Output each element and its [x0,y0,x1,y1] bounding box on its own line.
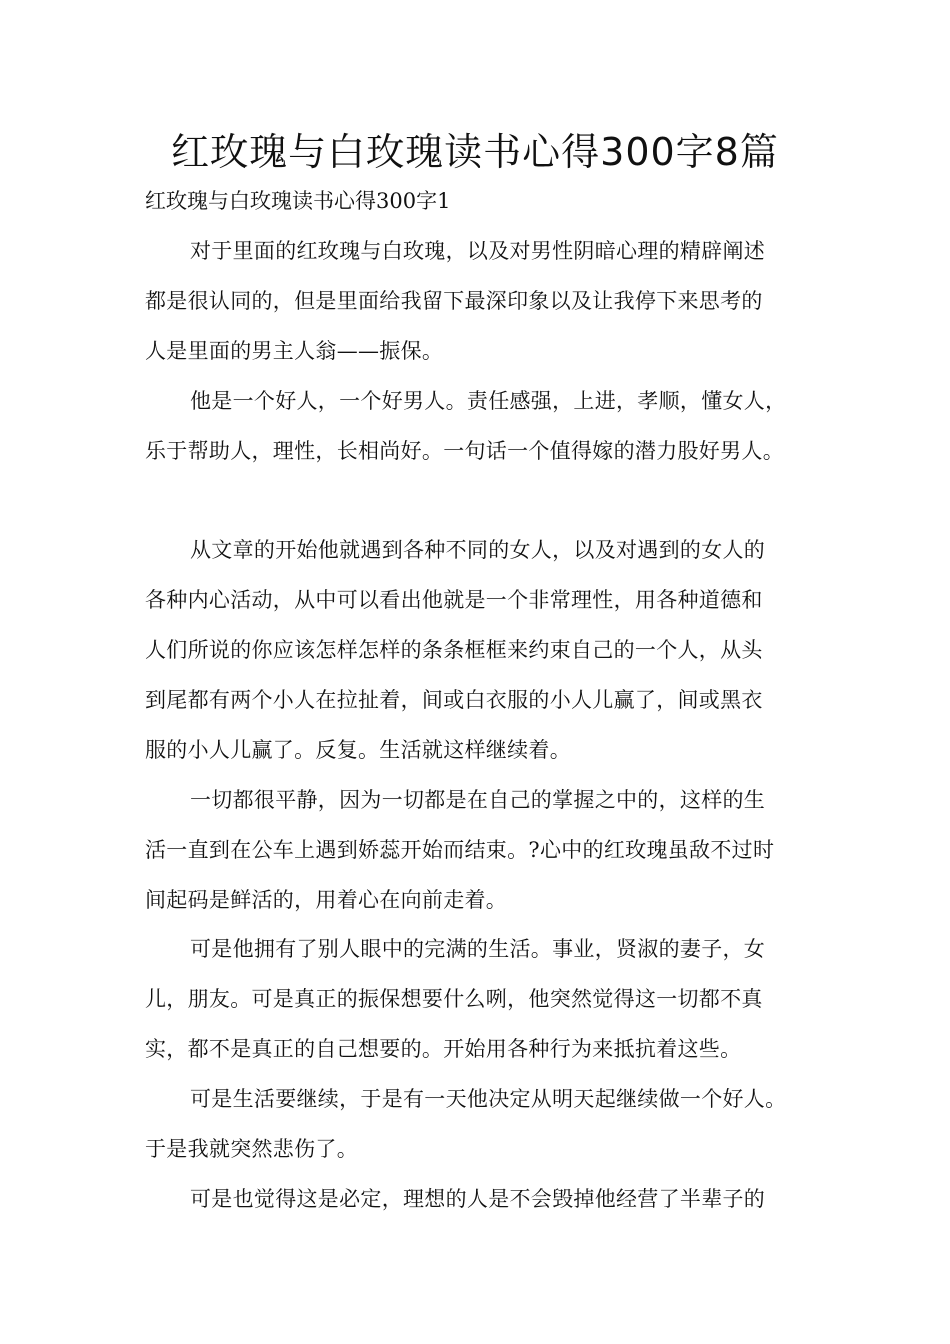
text-line: 人们所说的你应该怎样怎样的条条框框来约束自己的一个人，从头 [145,638,763,662]
text-line: 一切都很平静，因为一切都是在自己的掌握之中的，这样的生 [190,788,766,812]
text-line: 从文章的开始他就遇到各种不同的女人，以及对遇到的女人的 [190,538,766,562]
text-line: 实，都不是真正的自己想要的。开始用各种行为来抵抗着这些。 [145,1037,742,1061]
text-line: 间起码是鲜活的，用着心在向前走着。 [145,888,508,912]
text-line: 可是生活要继续，于是有一天他决定从明天起继续做一个好人。 [190,1087,787,1111]
text-line: 儿，朋友。可是真正的振保想要什么咧，他突然觉得这一切都不真 [145,987,763,1011]
text-line: 于是我就突然悲伤了。 [145,1137,358,1161]
text-line: 他是一个好人，一个好男人。责任感强，上进，孝顺，懂女人， [190,389,787,413]
text-line: 可是他拥有了别人眼中的完满的生活。事业，贤淑的妻子，女 [190,937,766,961]
text-line: 可是也觉得这是必定，理想的人是不会毁掉他经营了半辈子的 [190,1187,766,1211]
document-title: 红玫瑰与白玫瑰读书心得300字8篇 [171,130,779,174]
text-line: 各种内心活动，从中可以看出他就是一个非常理性，用各种道德和 [145,588,763,612]
section-heading: 红玫瑰与白玫瑰读书心得300字1 [145,189,451,213]
text-line: 到尾都有两个小人在拉扯着，间或白衣服的小人儿赢了，间或黑衣 [145,688,763,712]
text-line: 服的小人儿赢了。反复。生活就这样继续着。 [145,738,571,762]
text-line: 对于里面的红玫瑰与白玫瑰，以及对男性阴暗心理的精辟阐述 [190,239,766,263]
text-line: 乐于帮助人，理性，长相尚好。一句话一个值得嫁的潜力股好男人。 [145,439,784,463]
text-line: 活一直到在公车上遇到娇蕊开始而结束。?心中的红玫瑰虽敌不过时 [145,838,775,862]
text-line: 人是里面的男主人翁——振保。 [145,339,444,363]
text-line: 都是很认同的，但是里面给我留下最深印象以及让我停下来思考的 [145,289,763,313]
